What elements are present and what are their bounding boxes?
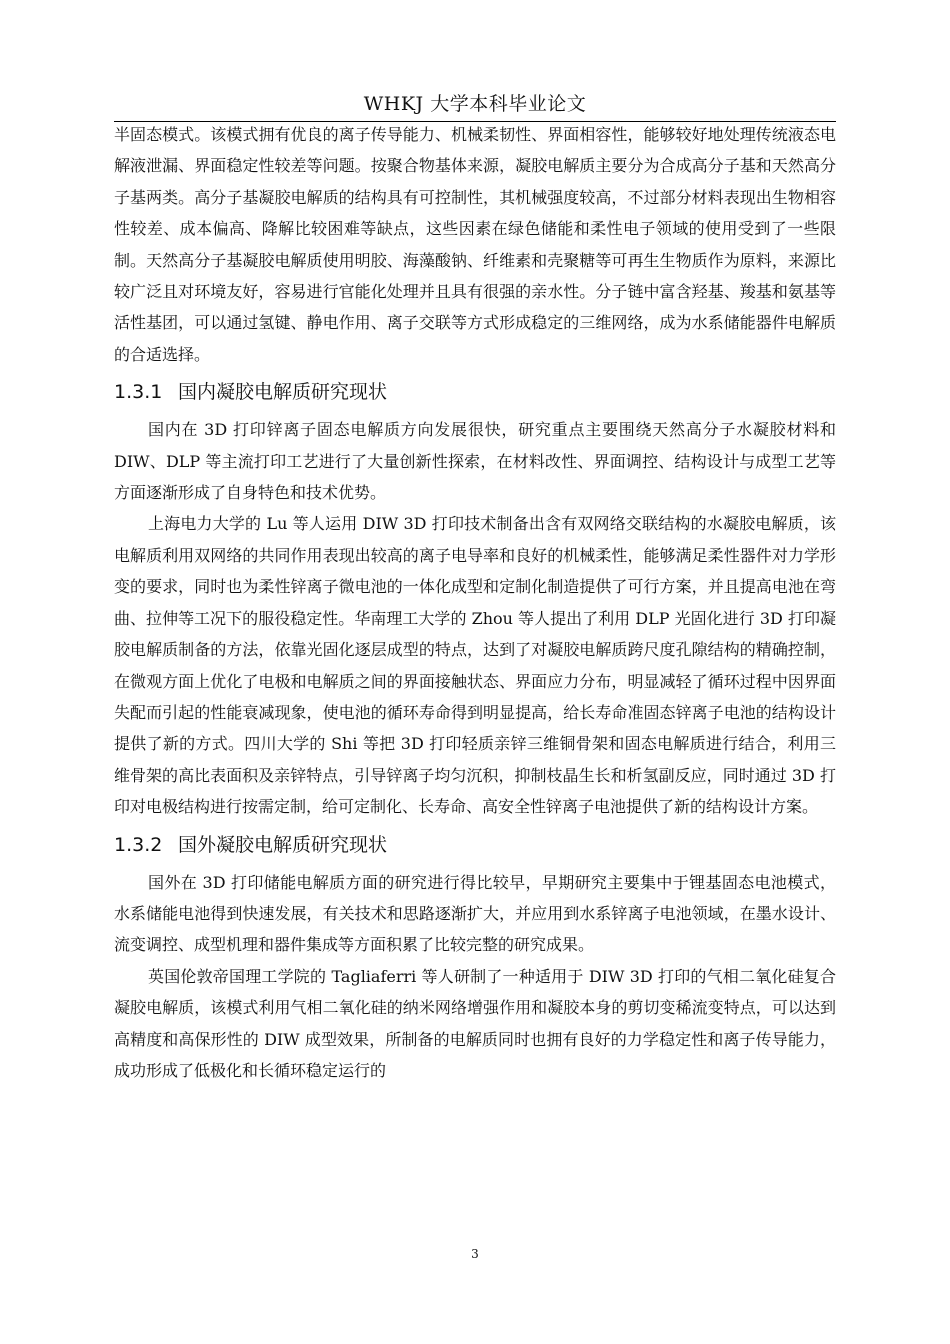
page-number: 3 bbox=[471, 1247, 479, 1261]
section-heading-1-3-2 bbox=[114, 827, 836, 863]
page-body bbox=[114, 119, 836, 1086]
section-number: 1.3.2 bbox=[114, 833, 163, 856]
section-heading-1-3-1 bbox=[114, 374, 836, 410]
paragraph: 国外在 3D 打印储能电解质方面的研究进行得比较早，早期研究主要集中于锂基固态电池模式，水系储能电池得到快速发展，有关技术和思路逐渐扩大，并应用到水系锌离子电池领域，在墨水设计、流变调控、成型机理和器件集成等方面积累了比较完整的研究成果。 bbox=[114, 872, 836, 955]
paragraph: 上海电力大学的 Lu 等人运用 DIW 3D 打印技术制备出含有双网络交联结构的水凝胶电解质，该电解质利用双网络的共同作用表现出较高的离子电导率和良好的机械柔性，能够满足柔性器件对力学形变的要求，同时也为柔性锌离子微电池的一体化成型和定制化制造提供了可行方案，并且提高电池在弯曲、拉伸等工况下的服役稳定性。华南理工大学的 Zhou 等人提出了利用 DLP 光固化进行 3D 打印凝胶电解质制备的方法，依靠光固化逐层成型的特点，达到了对凝胶电解质跨尺度孔隙结构的精确控制，在微观方面上优化了电极和电解质之间的界面接触状态、界面应力分布，明显减轻了循环过程中因界面失配而引起的性能衰减现象，使电池的循环寿命得到明显提高，给长寿命准固态锌离子电池的结构设计提供了新的方式。四川大学的 Shi 等把 3D 打印轻质亲锌三维铜骨架和固态电解质进行结合，利用三维骨架的高比表面积及亲锌特点，引导锌离子均匀沉积，抑制枝晶生长和析氢副反应，同时通过 3D 打印对电极结构进行按需定制，给可定制化、长寿命、高安全性锌离子电池提供了新的结构设计方案。 bbox=[114, 514, 836, 817]
section-title: 国外凝胶电解质研究现状 bbox=[178, 833, 388, 856]
paragraph: 国内在 3D 打印锌离子固态电解质方向发展很快，研究重点主要围绕天然高分子水凝胶材料和 DIW、DLP 等主流打印工艺进行了大量创新性探索，在材料改性、界面调控、结构设计与成型工艺等方面逐渐形成了自身特色和技术优势。 bbox=[114, 420, 836, 503]
section-number: 1.3.1 bbox=[114, 381, 163, 404]
paragraph-continuation: 半固态模式。该模式拥有优良的离子传导能力、机械柔韧性、界面相容性，能够较好地处理传统液态电解液泄漏、界面稳定性较差等问题。按聚合物基体来源，凝胶电解质主要分为合成高分子基和天然高分子基两类。高分子基凝胶电解质的结构具有可控制性，其机械强度较高，不过部分材料表现出生物相容性较差、成本偏高、降解比较困难等缺点，这些因素在绿色储能和柔性电子领域的使用受到了一些限制。天然高分子基凝胶电解质使用明胶、海藻酸钠、纤维素和壳聚糖等可再生生物质作为原料，来源比较广泛且对环境友好，容易进行官能化处理并且具有很强的亲水性。分子链中富含羟基、羧基和氨基等活性基团，可以通过氢键、静电作用、离子交联等方式形成稳定的三维网络，成为水系储能器件电解质的合适选择。 bbox=[114, 125, 836, 364]
page-header: WHKJ 大学本科毕业论文 bbox=[363, 93, 587, 115]
paragraph: 英国伦敦帝国理工学院的 Tagliaferri 等人研制了一种适用于 DIW 3D 打印的气相二氧化硅复合凝胶电解质，该模式利用气相二氧化硅的纳米网络增强作用和凝胶本身的剪切变稀流变特点，可以达到高精度和高保形性的 DIW 成型效果，所制备的电解质同时也拥有良好的力学稳定性和离子传导能力，成功形成了低极化和长循环稳定运行的 bbox=[114, 966, 836, 1080]
section-title: 国内凝胶电解质研究现状 bbox=[178, 381, 388, 404]
